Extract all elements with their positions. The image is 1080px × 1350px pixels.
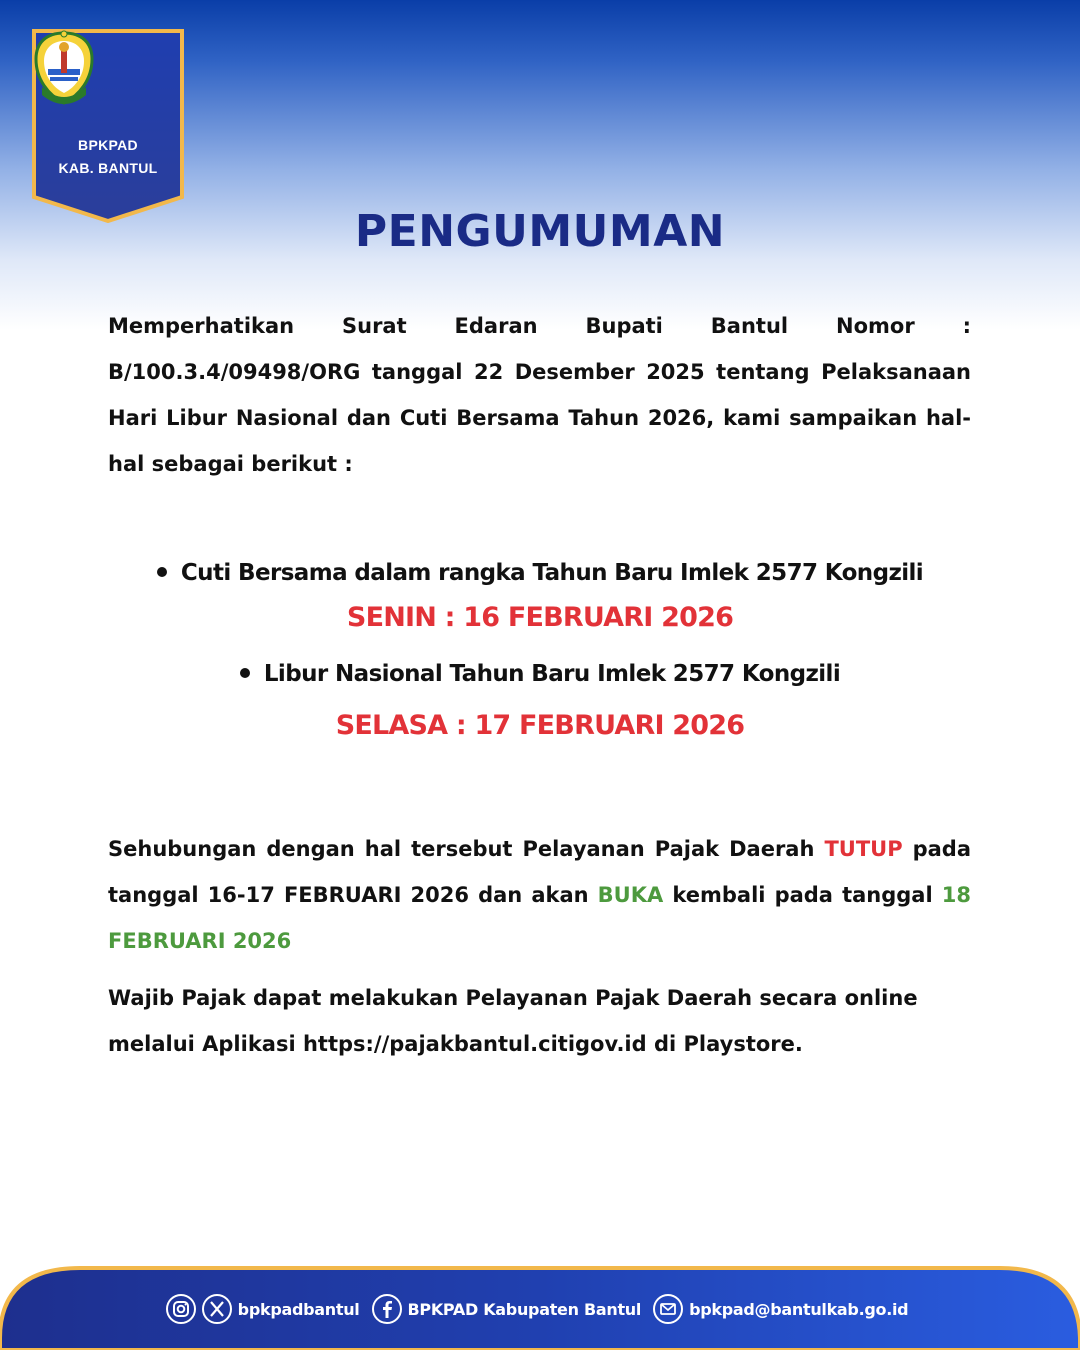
list-item-date: SELASA : 17 FEBRUARI 2026 — [335, 710, 745, 741]
closed-status: TUTUP — [824, 837, 903, 861]
social-handle-text[interactable]: bpkpadbantul — [237, 1299, 360, 1319]
list-item — [0, 661, 1080, 687]
facebook-icon[interactable] — [372, 1294, 402, 1324]
footer-contact-bar — [0, 1266, 1080, 1350]
list-item — [0, 560, 1080, 586]
open-status: BUKA — [597, 883, 664, 907]
facebook-page-text[interactable]: BPKPAD Kabupaten Bantul — [407, 1299, 642, 1319]
intro-paragraph: Memperhatikan Surat Edaran Bupati Bantul Nomor : B/100.3.4/09498/ORG tanggal 22 Desember 2025 tentang Pelaksanaan Hari Libur Nasional dan Cuti Bersama Tahun 2026, kami sampaikan hal-hal sebagai berikut : — [108, 314, 971, 476]
notice-text: pada tanggal 16-17 FEBRUARI 2026 dan akan — [108, 837, 972, 907]
bullet-icon — [157, 567, 167, 577]
reopen-date: 18 FEBRUARI 2026 — [108, 883, 971, 953]
online-service-paragraph: Wajib Pajak dapat melakukan Pelayanan Pajak Daerah secara online melalui Aplikasi https://pajakbantul.citigov.id di Playstore. — [108, 986, 918, 1056]
badge-line-org: BPKPAD — [78, 137, 138, 153]
email-icon[interactable] — [653, 1294, 683, 1324]
bantul-regency-crest-icon — [32, 29, 96, 109]
email-address-text[interactable]: bpkpad@bantulkab.go.id — [689, 1299, 909, 1319]
instagram-icon[interactable] — [166, 1294, 196, 1324]
organization-badge — [32, 29, 184, 223]
list-item-label: Libur Nasional Tahun Baru Imlek 2577 Kongzili — [263, 661, 841, 687]
notice-text: Sehubungan dengan hal tersebut Pelayanan Pajak Daerah — [108, 837, 825, 861]
notice-text: kembali pada tanggal — [663, 883, 942, 907]
badge-line-region: KAB. BANTUL — [58, 160, 158, 176]
service-notice-paragraph — [108, 826, 971, 964]
x-icon[interactable] — [202, 1294, 232, 1324]
list-item-label: Cuti Bersama dalam rangka Tahun Baru Imlek 2577 Kongzili — [180, 560, 924, 586]
bullet-icon — [240, 668, 250, 678]
list-item-date: SENIN : 16 FEBRUARI 2026 — [346, 602, 734, 633]
announcement-title: PENGUMUMAN — [354, 206, 726, 257]
